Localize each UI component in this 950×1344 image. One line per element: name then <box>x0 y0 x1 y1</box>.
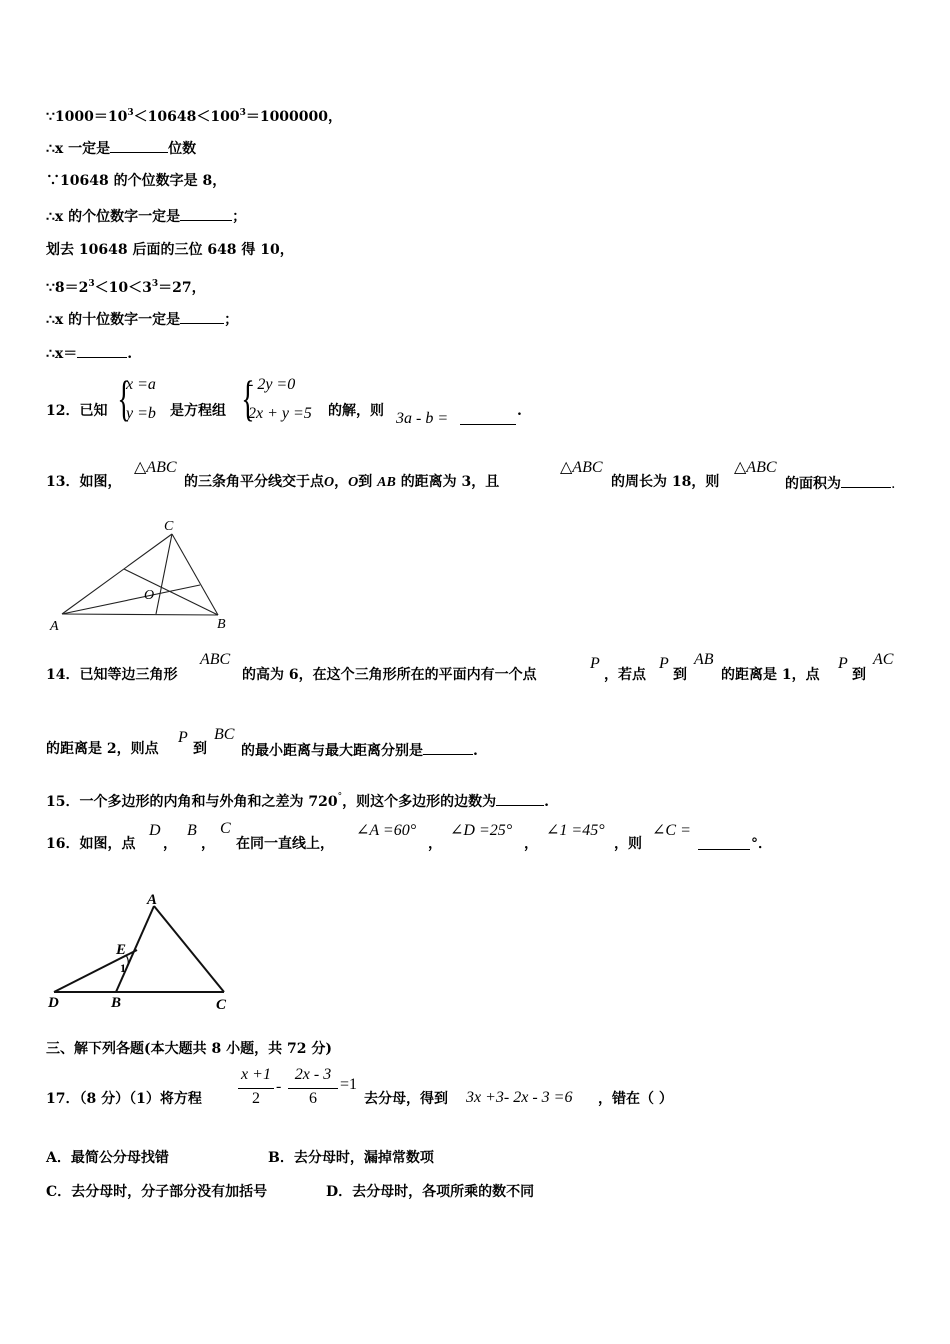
fraction-1-bar <box>238 1088 274 1089</box>
option-a[interactable]: A．最简公分母找错 <box>46 1150 169 1166</box>
vertex-b-label: B <box>111 995 122 1011</box>
answer-blank[interactable] <box>841 473 891 488</box>
fraction-1-denominator: 2 <box>252 1090 260 1107</box>
option-b[interactable]: B．去分母时，漏掉常数项 <box>268 1150 434 1166</box>
q12-sys1-eq1: x =a <box>126 376 156 393</box>
q14-text-1: 的高为 6，在这个三角形所在的平面内有一个点 <box>242 667 537 683</box>
q17-number: 17．（8 分）（1）将方程 <box>46 1091 202 1107</box>
q17-text-1: 去分母，得到 <box>364 1091 448 1107</box>
vertex-a-label: A <box>50 619 59 634</box>
line-6: $\because 8=2^3<10<3^3=27$， <box>46 279 206 296</box>
fraction-2-denominator: 6 <box>309 1090 317 1107</box>
vertex-c-label: C <box>164 519 174 534</box>
answer-blank[interactable] <box>180 309 224 324</box>
q14-p1: P <box>590 655 600 672</box>
q16-c: C <box>220 820 231 837</box>
q14-bc: BC <box>214 726 235 743</box>
q13-triangle-3: △ABC <box>734 459 777 476</box>
question-15: 15．一个多边形的内角和与外角和之差为 720°，则这个多边形的边数为 . <box>46 792 549 810</box>
q16-d: D <box>149 822 161 839</box>
q14-number: 14．已知等边三角形 <box>46 667 178 683</box>
figure-16-triangle <box>44 886 244 1016</box>
line-7: ∴x 的十位数字一定是 ； <box>46 309 238 329</box>
point-d-label: D <box>48 995 59 1011</box>
answer-blank[interactable] <box>496 791 544 806</box>
q14-text-2: ，若点 <box>604 667 646 683</box>
q16-b: B <box>187 822 197 839</box>
line-3: ∵10648 的个位数字是 8， <box>46 173 227 189</box>
option-c[interactable]: C．去分母时，分子部分没有加括号 <box>46 1184 268 1200</box>
line-8: ∴x＝ . <box>46 343 132 363</box>
bisector-c <box>156 534 172 614</box>
q16-angle-a: ∠A =60° <box>356 822 417 839</box>
line-5: 划去 10648 后面的三位 648 得 10， <box>46 242 294 258</box>
answer-blank[interactable] <box>180 206 232 221</box>
side-ac <box>154 906 224 992</box>
q12-number: 12．已知 <box>46 403 108 419</box>
q13-text: 的三条角平分线交于点O，O到 AB 的距离为 3，且 <box>184 474 500 490</box>
figure-13-triangle <box>44 518 244 636</box>
fraction-2-bar <box>288 1088 338 1089</box>
answer-blank[interactable] <box>423 740 473 755</box>
q12-sys2-eq1: - 2y =0 <box>248 376 296 393</box>
q12-expression: 3a - b = <box>396 410 449 427</box>
fraction-1-numerator: x +1 <box>241 1066 271 1083</box>
section-3-heading: 三、解下列各题(本大题共 8 小题，共 72 分) <box>46 1041 332 1057</box>
line-2: ∴x 一定是 位数 <box>46 138 196 158</box>
q13-triangle-2: △ABC <box>560 459 603 476</box>
q16-angle-c: ∠C = <box>652 822 691 839</box>
line-4: ∴x 的个位数字一定是 ； <box>46 206 246 226</box>
q14-text-3: 到 <box>673 667 687 683</box>
q16-angle-1: ∠1 =45° <box>546 822 605 839</box>
line-1: $\because 1000=10^3<10648<100^3=1000000$， <box>46 108 343 125</box>
q14-line-2: 的距离是 2，则点 <box>46 741 159 757</box>
q13-triangle-1: △ABC <box>134 459 177 476</box>
q16-text-1: 在同一直线上， <box>236 836 334 852</box>
q16-end: °． <box>751 836 772 852</box>
q12-mid-text: 是方程组 <box>170 403 226 419</box>
vertex-c-label: C <box>216 997 227 1013</box>
q12-sys2-eq2: 2x + y =5 <box>248 405 312 422</box>
q16-angle-d: ∠D =25° <box>450 822 513 839</box>
q13-text-3: 的面积为 . <box>785 473 895 493</box>
q14-line-2c: 的最小距离与最大距离分别是 . <box>241 740 478 760</box>
fraction-2-numerator: 2x - 3 <box>294 1066 332 1083</box>
q17-expression: 3x +3- 2x - 3 =6 <box>466 1089 573 1106</box>
q14-line-2b: 到 <box>193 741 207 757</box>
q14-p4: P <box>178 729 188 746</box>
vertex-a-label: A <box>147 892 158 908</box>
equals-one: =1 <box>340 1076 358 1093</box>
bisector-b <box>124 569 218 615</box>
q13-text-2: 的周长为 18，则 <box>611 474 720 490</box>
q14-ac: AC <box>873 651 894 668</box>
q17-text-2: ，错在（ ） <box>598 1091 673 1107</box>
left-brace-icon: { <box>241 370 255 426</box>
q14-text-4: 的距离是 1，点 <box>721 667 820 683</box>
q14-ab: AB <box>694 651 714 668</box>
answer-blank[interactable] <box>110 138 168 153</box>
q14-p2: P <box>659 655 669 672</box>
left-brace-icon: { <box>117 370 131 426</box>
vertex-b-label: B <box>217 617 226 632</box>
q12-tail-text: 的解，则 <box>328 403 384 419</box>
q14-p3: P <box>838 655 848 672</box>
answer-blank[interactable] <box>698 835 750 850</box>
angle-1-label: 1 <box>120 961 126 975</box>
point-o-label: O <box>144 588 155 603</box>
q14-text-5: 到 <box>852 667 866 683</box>
q12-end: . <box>517 403 522 419</box>
q13-number: 13．如图， <box>46 474 122 490</box>
answer-blank[interactable] <box>77 343 127 358</box>
option-d[interactable]: D．去分母时，各项所乘的数不同 <box>326 1184 535 1200</box>
side-cb <box>172 534 218 615</box>
side-ab <box>62 614 218 615</box>
answer-blank[interactable] <box>460 410 516 425</box>
q12-sys1-eq2: y =b <box>126 405 156 422</box>
q14-abc: ABC <box>200 651 231 668</box>
q16-number: 16．如图，点 <box>46 836 136 852</box>
minus-sign: - <box>276 1078 282 1095</box>
point-e-label: E <box>116 942 127 958</box>
q16-text-2: ，则 <box>614 836 642 852</box>
